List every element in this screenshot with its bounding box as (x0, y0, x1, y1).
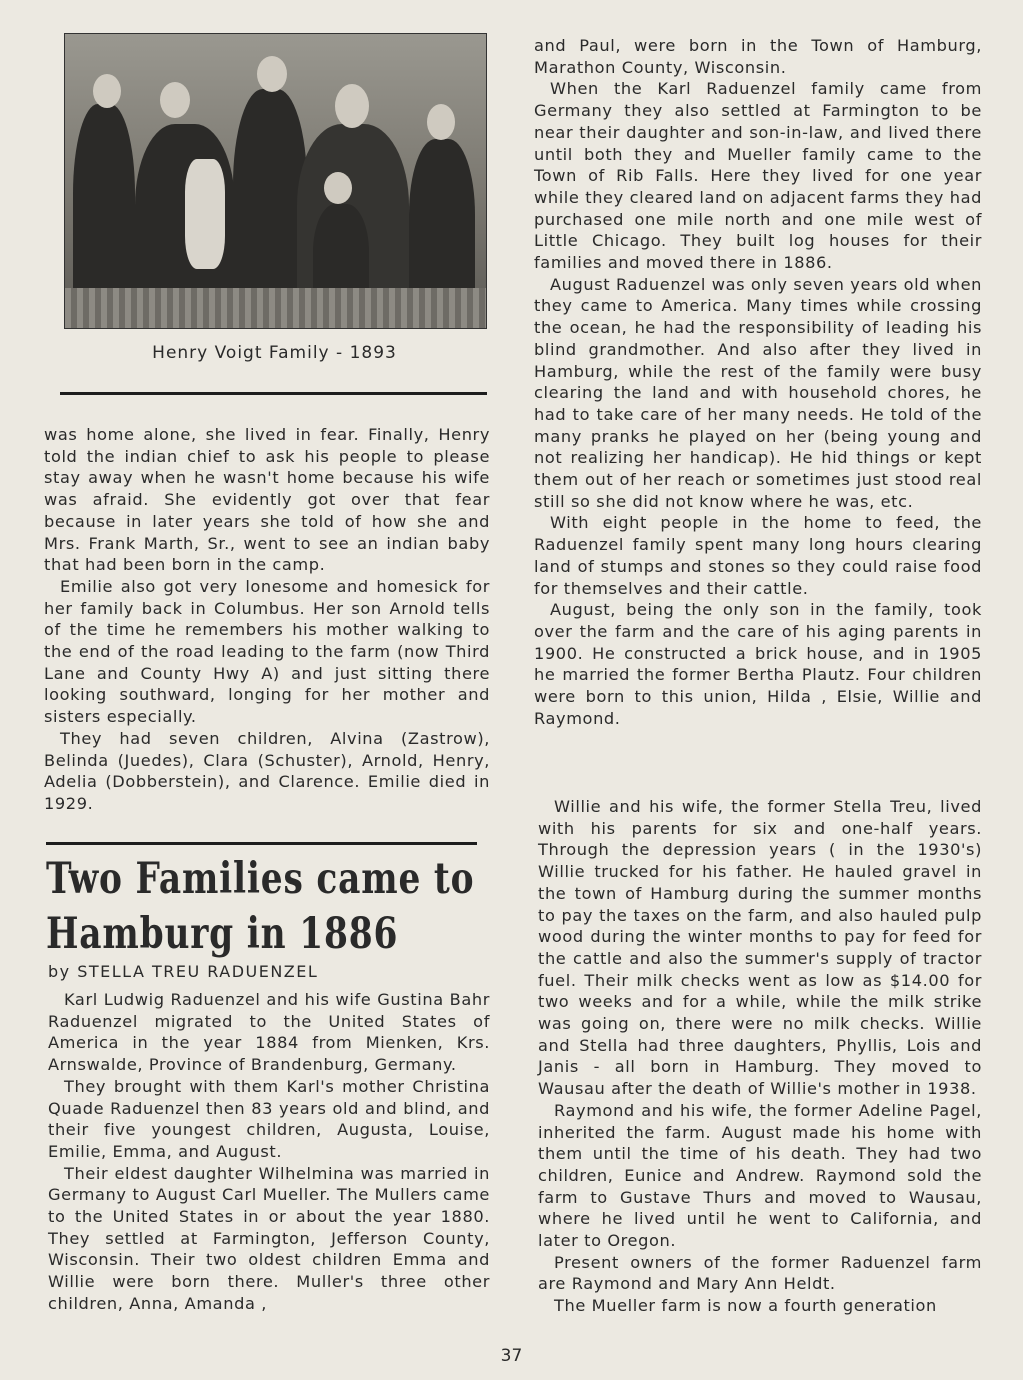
headline-line: Two Families came to (46, 854, 475, 904)
paragraph: The Mueller farm is now a fourth generation (554, 1296, 937, 1316)
paragraph: August, being the only son in the family, took over the farm and the care of his aging parents in 1900. He constructed a brick house, and in 1905 he married the former Bertha Plautz. Four children were born to this union, Hilda , Elsie, Willie and Raymond. (534, 600, 982, 728)
paragraph: Present owners of the former Raduenzel farm are Raymond and Mary Ann Heldt. (538, 1252, 982, 1294)
family-photo (64, 33, 487, 329)
right-column-text-a (534, 35, 982, 730)
byline: by STELLA TREU RADUENZEL (48, 962, 319, 981)
right-column-text-b (538, 796, 982, 1317)
photo-face (257, 56, 287, 92)
divider (46, 842, 477, 845)
article-text (48, 989, 490, 1315)
divider (60, 392, 487, 395)
paragraph: Emilie also got very lonesome and homesick for her family back in Columbus. Her son Arnold tells of the time he remembers his mother walking to the end of the road leading to the farm (now Third Lane and County Hwy A) and just sitting there looking southward, longing for her mother and sisters especially. (44, 576, 490, 727)
paragraph: August Raduenzel was only seven years old when they came to America. Many times while crossing the ocean, he had the responsibility of leading his blind grandmother. And also after they lived in Hamburg, while the rest of the family were busy clearing the land and with household chores, he had to take care of her many needs. He told of the many pranks he played on her (being young and not realizing her handicap). He hid things or kept them out of her reach or sometimes just stood real still so she did not know where he was, etc. (534, 274, 982, 511)
article-headline (46, 852, 494, 962)
photo-floor (65, 288, 486, 328)
photo-face (160, 82, 190, 118)
photo-face (335, 84, 369, 128)
photo-face (427, 104, 455, 140)
paragraph: and Paul, were born in the Town of Hamburg, Marathon County, Wisconsin. (534, 36, 982, 77)
paragraph: Willie and his wife, the former Stella Treu, lived with his parents for six and one-half years. Through the depression years ( in the 1930's) Willie trucked for his father. He hauled gravel in the town of Hamburg during the summer months to pay the taxes on the farm, and also hauled pulp wood during the winter months to pay for feed for the cattle and also the summer's supply of tractor fuel. Their milk checks went as low as $14.00 for two weeks and for a while, while the milk strike was going on, there were no milk checks. Willie and Stella had three daughters, Phyllis, Lois and Janis - all born in Hamburg. They moved to Wausau after the death of Willie's mother in 1938. (538, 797, 982, 1099)
photo-caption: Henry Voigt Family - 1893 (152, 343, 397, 363)
paragraph: Karl Ludwig Raduenzel and his wife Gustina Bahr Raduenzel migrated to the United States of America in the year 1884 from Mienken, Krs. Arnswalde, Province of Brandenburg, Germany. (48, 990, 490, 1075)
paragraph: They had seven children, Alvina (Zastrow), Belinda (Juedes), Clara (Schuster), Arnold, Henry, Adelia (Dobberstein), and Clarence. Emilie died in 1929. (44, 728, 490, 813)
paragraph: Raymond and his wife, the former Adeline Pagel, inherited the farm. August made his home with them until the time of his death. They had two children, Eunice and Andrew. Raymond sold the farm to Gustave Thurs and moved to Wausau, where he lived until he went to California, and later to Oregon. (538, 1100, 982, 1251)
paragraph: They brought with them Karl's mother Christina Quade Raduenzel then 83 years old and blind, and their five youngest children, Augusta, Louise, Emilie, Emma, and August. (48, 1076, 490, 1161)
headline-line: Hamburg in 1886 (46, 909, 399, 959)
paragraph: With eight people in the home to feed, the Raduenzel family spent many long hours clearing land of stumps and stones so they could raise food for themselves and their cattle. (534, 513, 982, 598)
page-number: 37 (500, 1346, 523, 1366)
paragraph: was home alone, she lived in fear. Finally, Henry told the indian chief to ask his people to please stay away when he wasn't home because his wife was afraid. She evidently got over that fear because in later years she told of how she and Mrs. Frank Marth, Sr., went to see an indian baby that had been born in the camp. (44, 425, 490, 575)
photo-face (93, 74, 121, 108)
paragraph: Their eldest daughter Wilhelmina was married in Germany to August Carl Mueller. The Mullers came to the United States in or about the year 1880. They settled at Farmington, Jefferson County, Wisconsin. Their two oldest children Emma and Willie were born there. Muller's three other children, Anna, Amanda , (48, 1163, 490, 1313)
paragraph: When the Karl Raduenzel family came from Germany they also settled at Farmington to be near their daughter and son-in-law, and lived there until both they and Mueller family came to the Town of Rib Falls. Here they lived for one year while they cleared land on adjacent farms they had purchased one mile north and one mile west of Little Chicago. They built log houses for their families and moved there in 1886. (534, 79, 982, 273)
photo-baby (185, 159, 225, 269)
left-column-text (44, 424, 490, 815)
photo-face (324, 172, 352, 204)
